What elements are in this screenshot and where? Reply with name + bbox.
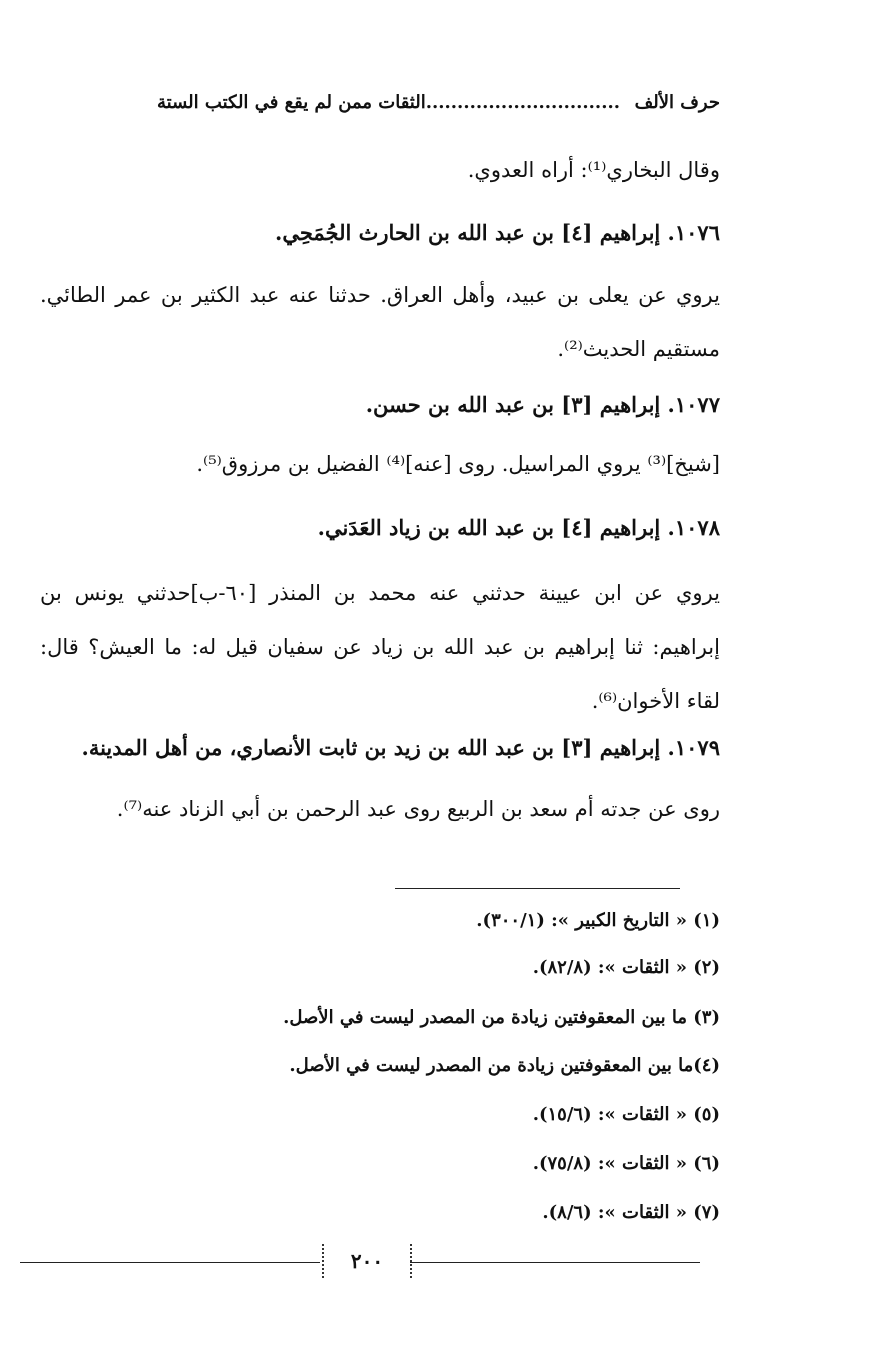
footnote-separator <box>395 888 680 889</box>
footnote-1: (١) « التاريخ الكبير »: (٣٠٠/١). <box>476 910 720 931</box>
running-header-chapter: حرف الألف <box>634 92 720 113</box>
footnote-6: (٦) « الثقات »: (٧٥/٨). <box>532 1153 720 1174</box>
footnote-3: (٣) ما بين المعقوفتين زيادة من المصدر ليست في الأصل. <box>283 1007 720 1028</box>
page-number: ٢٠٠ <box>322 1244 412 1278</box>
entry-body-1078: يروي عن ابن عيينة حدثني عنه محمد بن المنذر [٦٠-ب]حدثني يونس بن إبراهيم: ثنا إبراهيم بن عبد الله بن زياد عن سفيان قيل له: ما العيش؟ قال: لقاء الأخوان⁽⁶⁾. <box>40 581 721 713</box>
footnote-7: (٧) « الثقات »: (٨/٦). <box>542 1202 720 1223</box>
running-header-book-title: ...............................الثقات ممن لم يقع في الكتب الستة <box>157 92 620 113</box>
footnote-5: (٥) « الثقات »: (١٥/٦). <box>532 1104 720 1125</box>
entry-heading-1078: ١٠٧٨. إبراهيم [٤] بن عبد الله بن زياد العَدَني. <box>317 515 720 540</box>
entry-heading-1079: ١٠٧٩. إبراهيم [٣] بن عبد الله بن زيد بن ثابت الأنصاري، من أهل المدينة. <box>81 735 720 760</box>
entry-heading-1077: ١٠٧٧. إبراهيم [٣] بن عبد الله بن حسن. <box>365 392 720 417</box>
text-line: وقال البخاري⁽¹⁾: أراه العدوي. <box>467 158 720 182</box>
entry-body-1076: يروي عن يعلى بن عبيد، وأهل العراق. حدثنا عنه عبد الكثير بن عمر الطائي. مستقيم الحديث⁽²⁾. <box>40 283 720 361</box>
entry-body-1079: روى عن جدته أم سعد بن الربيع روى عبد الرحمن بن أبي الزناد عنه⁽⁷⁾. <box>116 797 720 821</box>
footer-rule-left <box>20 1262 320 1263</box>
entry-body-1077: [شيخ]⁽³⁾ يروي المراسيل. روى [عنه]⁽⁴⁾ الفضيل بن مرزوق⁽⁵⁾. <box>196 452 720 476</box>
footnote-2: (٢) « الثقات »: (٨٢/٨). <box>532 957 720 978</box>
entry-heading-1076: ١٠٧٦. إبراهيم [٤] بن عبد الله بن الحارث الجُمَحِي. <box>275 220 720 245</box>
footer-rule-right <box>410 1262 700 1263</box>
footnote-4: (٤)ما بين المعقوفتين زيادة من المصدر ليست في الأصل. <box>289 1055 720 1076</box>
